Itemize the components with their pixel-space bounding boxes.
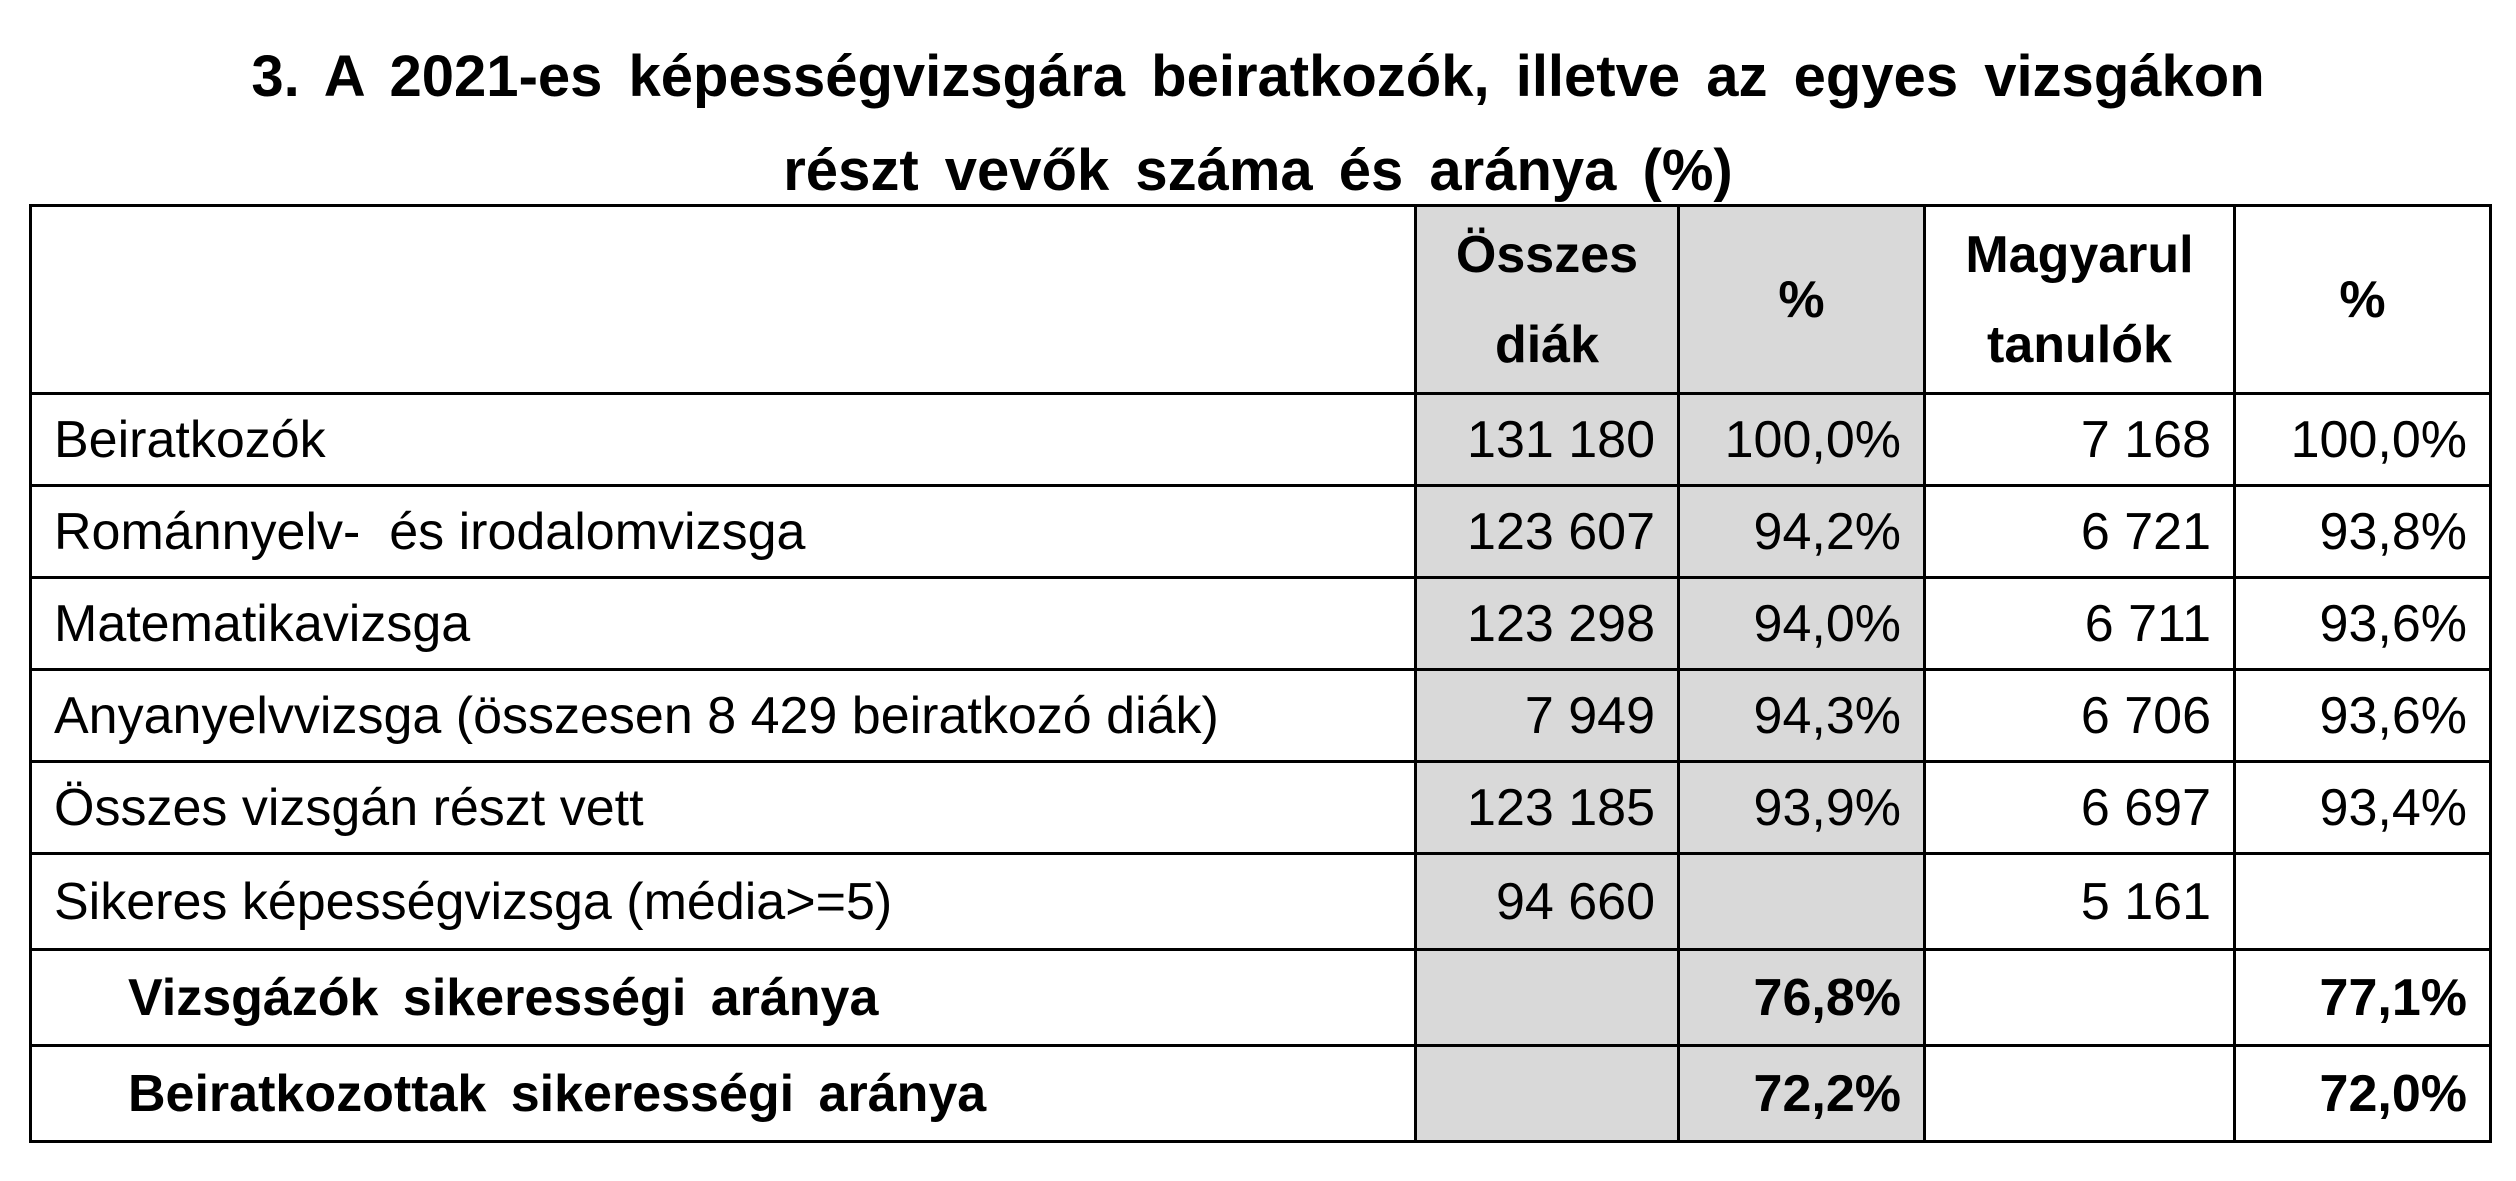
row-total: 123 607	[1416, 486, 1679, 578]
summary-hungarian	[1925, 1046, 2235, 1142]
table-row	[31, 762, 2491, 854]
row-total: 131 180	[1416, 394, 1679, 486]
header-total-line-1: Összes	[1455, 225, 1639, 284]
table-row	[31, 578, 2491, 670]
row-hungarian: 6 711	[1925, 578, 2235, 670]
row-label: Anyanyelvvizsga (összesen 8 429 beiratkozó diák)	[31, 670, 1416, 762]
row-hungarian: 7 168	[1925, 394, 2235, 486]
row-hungarian-percent: 93,6%	[2235, 578, 2491, 670]
summary-total	[1416, 1046, 1679, 1142]
row-label: Sikeres képességvizsga (média>=5)	[31, 854, 1416, 950]
row-total-percent	[1679, 854, 1925, 950]
table-row	[31, 486, 2491, 578]
row-total: 7 949	[1416, 670, 1679, 762]
header-label-cell	[31, 206, 1416, 394]
header-total-line-2: diák	[1494, 315, 1600, 374]
header-total-percent: %	[1679, 206, 1925, 394]
row-hungarian-percent	[2235, 854, 2491, 950]
summary-hungarian-percent: 77,1%	[2235, 950, 2491, 1046]
summary-label: Beiratkozottak sikerességi aránya	[31, 1046, 1416, 1142]
table-row	[31, 394, 2491, 486]
exam-statistics-table	[29, 204, 2492, 1143]
page-title	[0, 30, 2516, 218]
row-hungarian-percent: 93,8%	[2235, 486, 2491, 578]
row-hungarian-percent: 93,6%	[2235, 670, 2491, 762]
header-hungarian-line-2: tanulók	[1987, 315, 2172, 374]
summary-total-percent: 76,8%	[1679, 950, 1925, 1046]
row-label: Összes vizsgán részt vett	[31, 762, 1416, 854]
row-total-percent: 94,3%	[1679, 670, 1925, 762]
row-hungarian: 6 697	[1925, 762, 2235, 854]
table-header-row	[31, 206, 2491, 394]
title-line-1: 3. A 2021-es képességvizsgára beiratkozók, illetve az egyes vizsgákon	[251, 44, 2265, 109]
row-total: 94 660	[1416, 854, 1679, 950]
row-hungarian: 6 706	[1925, 670, 2235, 762]
row-label: Beiratkozók	[31, 394, 1416, 486]
row-total-percent: 94,0%	[1679, 578, 1925, 670]
row-label: Románnyelv- és irodalomvizsga	[31, 486, 1416, 578]
row-total-percent: 93,9%	[1679, 762, 1925, 854]
row-total: 123 298	[1416, 578, 1679, 670]
row-hungarian-percent: 100,0%	[2235, 394, 2491, 486]
row-hungarian-percent: 93,4%	[2235, 762, 2491, 854]
table-row	[31, 670, 2491, 762]
row-hungarian: 5 161	[1925, 854, 2235, 950]
summary-total	[1416, 950, 1679, 1046]
header-hungarian-students	[1925, 206, 2235, 394]
row-total-percent: 100,0%	[1679, 394, 1925, 486]
summary-label: Vizsgázók sikerességi aránya	[31, 950, 1416, 1046]
summary-total-percent: 72,2%	[1679, 1046, 1925, 1142]
row-label: Matematikavizsga	[31, 578, 1416, 670]
row-total-percent: 94,2%	[1679, 486, 1925, 578]
header-hungarian-percent: %	[2235, 206, 2491, 394]
row-hungarian: 6 721	[1925, 486, 2235, 578]
header-hungarian-line-1: Magyarul	[1965, 225, 2194, 284]
title-line-2: részt vevők száma és aránya (%)	[783, 138, 1733, 203]
summary-row	[31, 1046, 2491, 1142]
table-row	[31, 854, 2491, 950]
header-total-students	[1416, 206, 1679, 394]
summary-row	[31, 950, 2491, 1046]
row-total: 123 185	[1416, 762, 1679, 854]
summary-hungarian-percent: 72,0%	[2235, 1046, 2491, 1142]
summary-hungarian	[1925, 950, 2235, 1046]
